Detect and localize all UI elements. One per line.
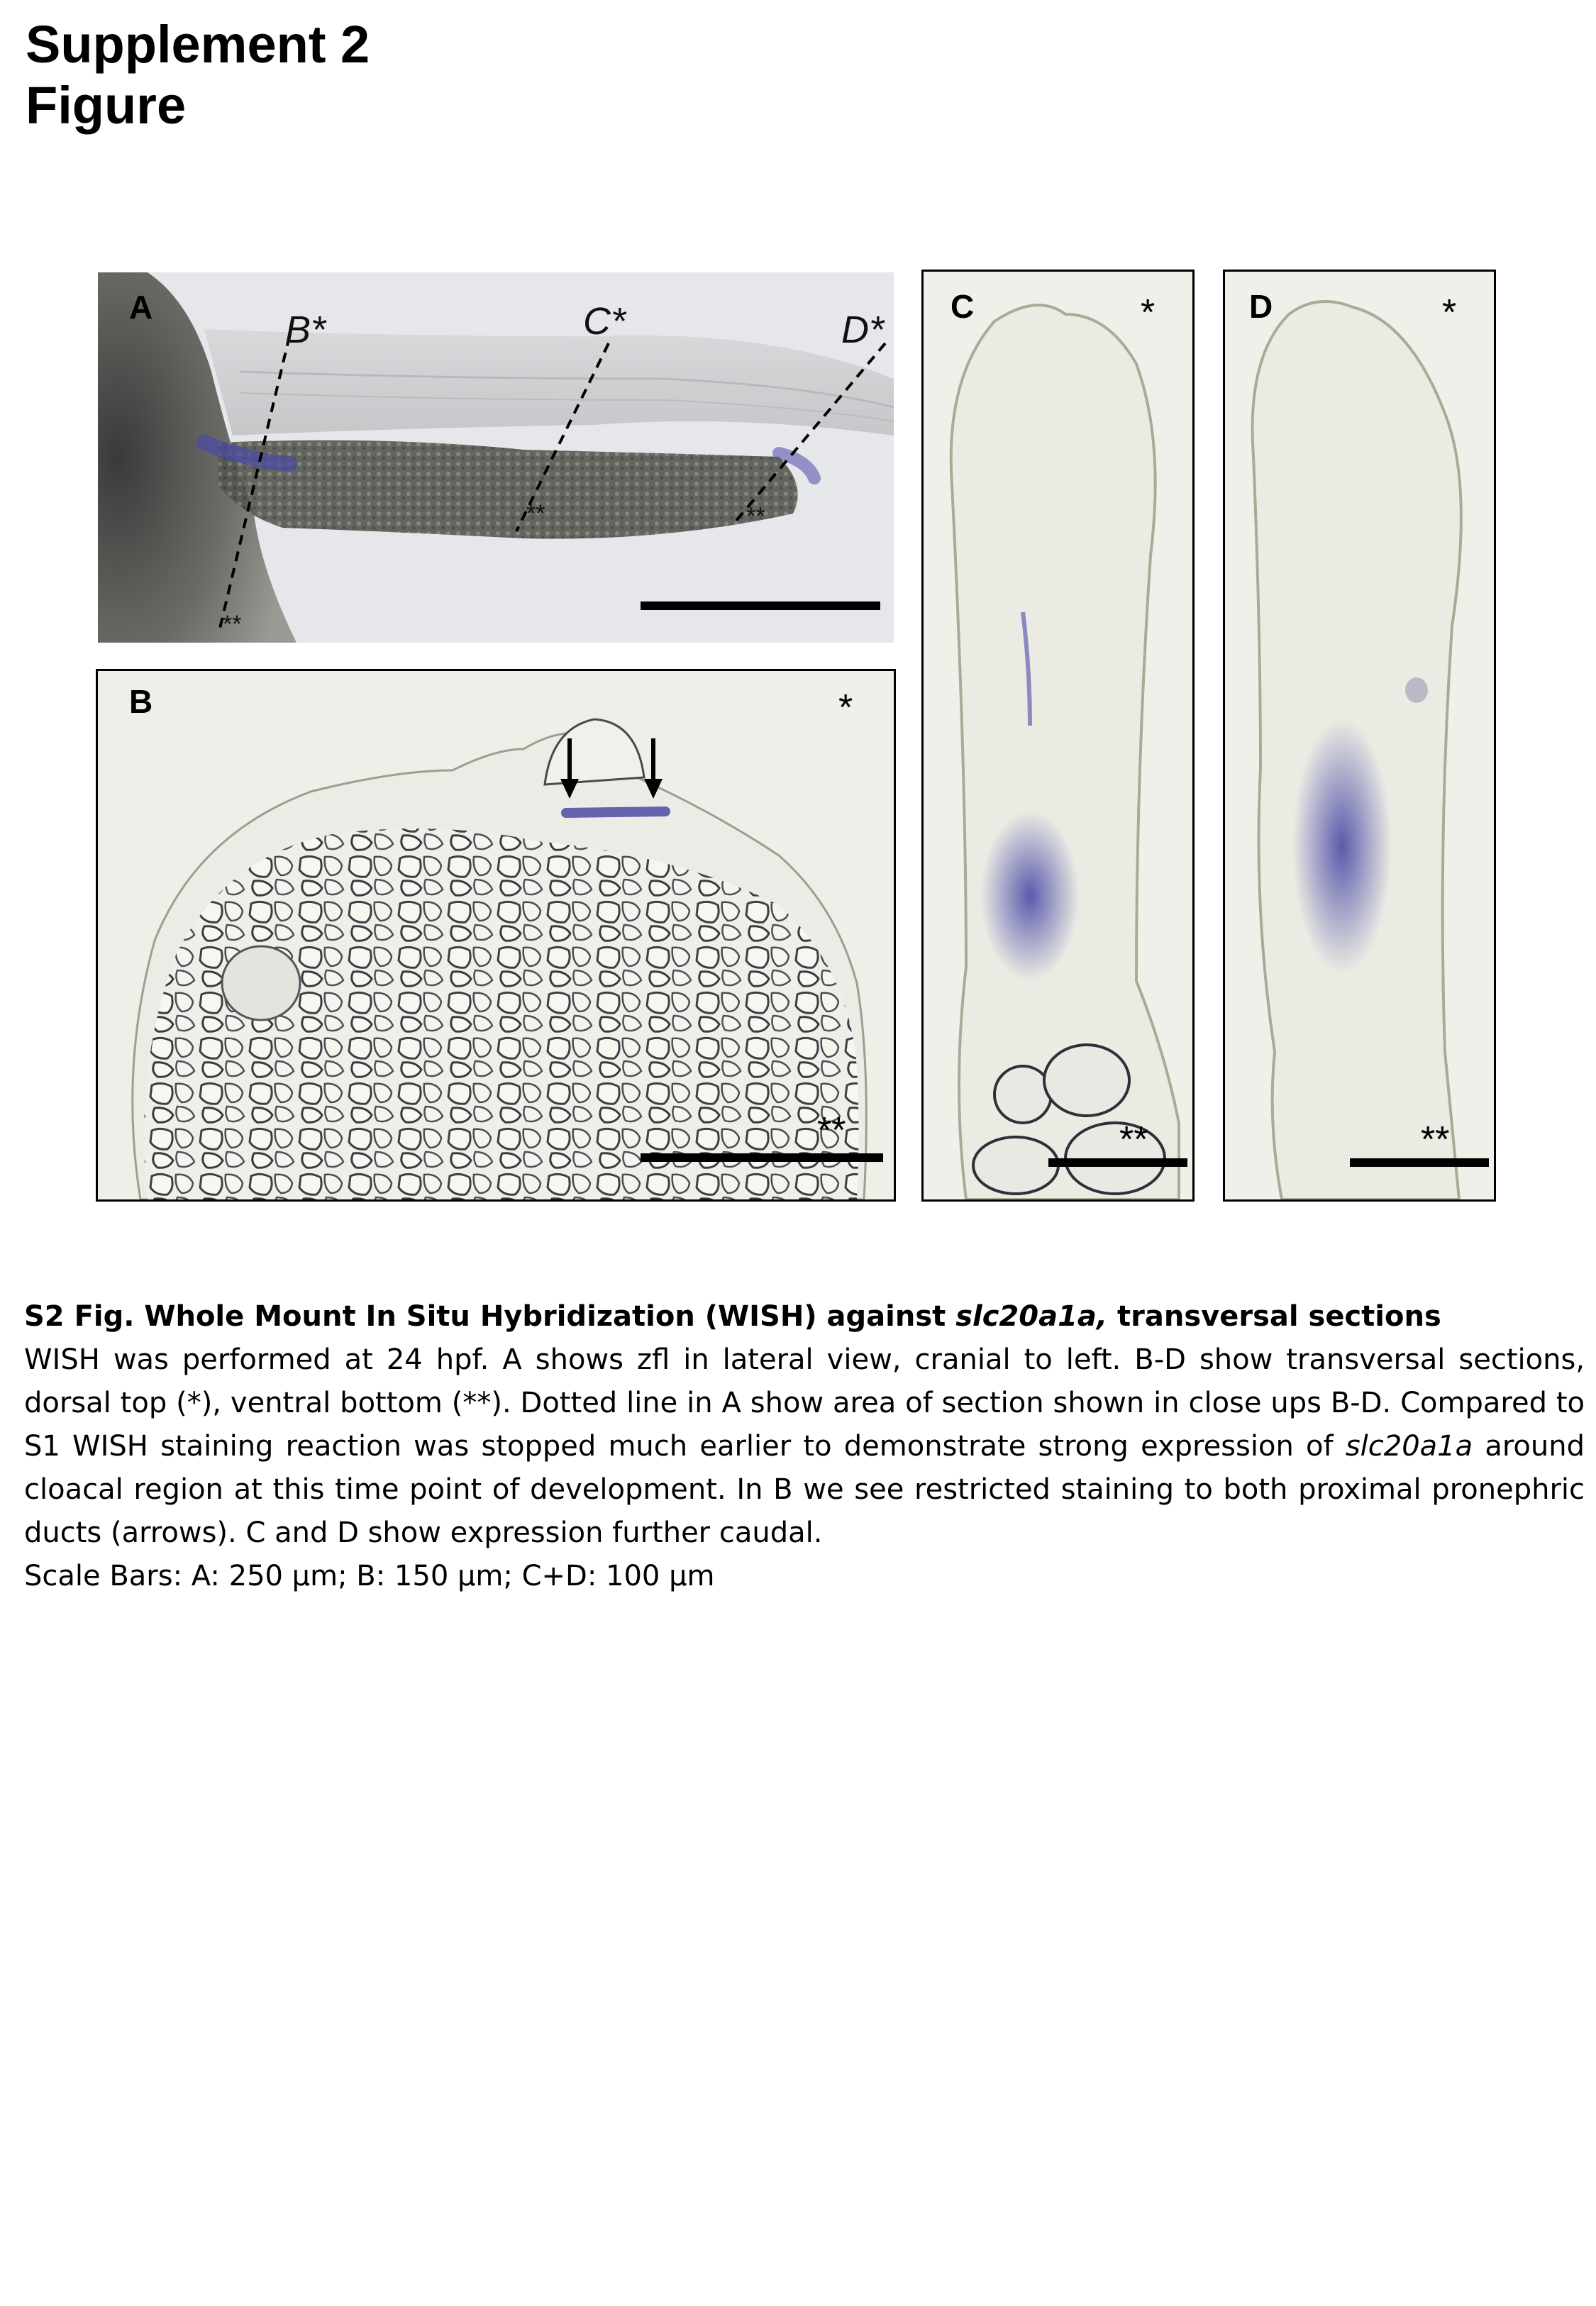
ventral-mark-b-line: ** bbox=[223, 611, 242, 638]
caption-title-text: S2 Fig. Whole Mount In Situ Hybridization (WISH) against bbox=[24, 1300, 956, 1333]
panel-b-section bbox=[96, 669, 896, 1202]
panel-a-image bbox=[98, 272, 894, 643]
caption-body-part2: around cloacal region at this time point of development. In B we see restricted staining to both proximal pronephric ducts (arrows). C and D show expression further caudal. bbox=[24, 1430, 1585, 1549]
panel-d-section bbox=[1223, 270, 1496, 1202]
panel-a-scale-bar bbox=[641, 602, 880, 610]
panel-d-scale-bar bbox=[1350, 1158, 1489, 1167]
panel-d-ventral-mark: ** bbox=[1421, 1119, 1450, 1160]
page-title-line2: Figure bbox=[26, 76, 187, 135]
panel-d-dorsal-mark: * bbox=[1442, 292, 1457, 333]
caption-body-part1: WISH was performed at 24 hpf. A shows zfl in lateral view, cranial to left. B-D show transversal sections, dorsal top (*), ventral bottom (**). Dotted line in A show area of section shown in close ups B-D. Compared to S1 WISH staining reaction was stopped much earlier to demonstrate strong expression of bbox=[24, 1343, 1585, 1463]
panel-b-scale-bar bbox=[641, 1153, 883, 1162]
panel-a-lateral-view bbox=[98, 272, 894, 643]
section-mark-d: D* bbox=[841, 309, 885, 351]
section-mark-b: B* bbox=[285, 309, 326, 351]
caption-body-gene: slc20a1a bbox=[1345, 1430, 1473, 1463]
panel-c-image bbox=[924, 272, 1192, 1199]
figure-caption bbox=[24, 1295, 1585, 1598]
panel-c-section bbox=[921, 270, 1195, 1202]
panel-b-dorsal-mark: * bbox=[838, 687, 853, 728]
caption-title-gene: slc20a1a, bbox=[955, 1300, 1108, 1333]
caption-body bbox=[24, 1338, 1585, 1555]
panel-b-label: B bbox=[129, 683, 153, 720]
panel-b-ventral-mark: ** bbox=[817, 1110, 846, 1151]
panel-a-label: A bbox=[129, 289, 153, 326]
panel-d-image bbox=[1225, 272, 1494, 1199]
page-title bbox=[26, 14, 370, 136]
section-mark-c: C* bbox=[583, 300, 626, 343]
panel-c-label: C bbox=[951, 288, 975, 325]
panel-c-dorsal-mark: * bbox=[1141, 292, 1156, 333]
panel-b-image bbox=[98, 671, 894, 1199]
panel-d-label: D bbox=[1249, 288, 1273, 325]
ventral-mark-c-line: ** bbox=[526, 500, 545, 527]
panel-c-ventral-mark: ** bbox=[1119, 1119, 1148, 1160]
page-title-line1: Supplement 2 bbox=[26, 15, 370, 74]
caption-scale-bars: Scale Bars: A: 250 µm; B: 150 µm; C+D: 100 µm bbox=[24, 1560, 715, 1592]
ventral-mark-d-line: ** bbox=[746, 503, 765, 530]
caption-title-rest: transversal sections bbox=[1107, 1300, 1441, 1333]
caption-title bbox=[24, 1295, 1585, 1338]
panel-c-scale-bar bbox=[1048, 1158, 1187, 1167]
